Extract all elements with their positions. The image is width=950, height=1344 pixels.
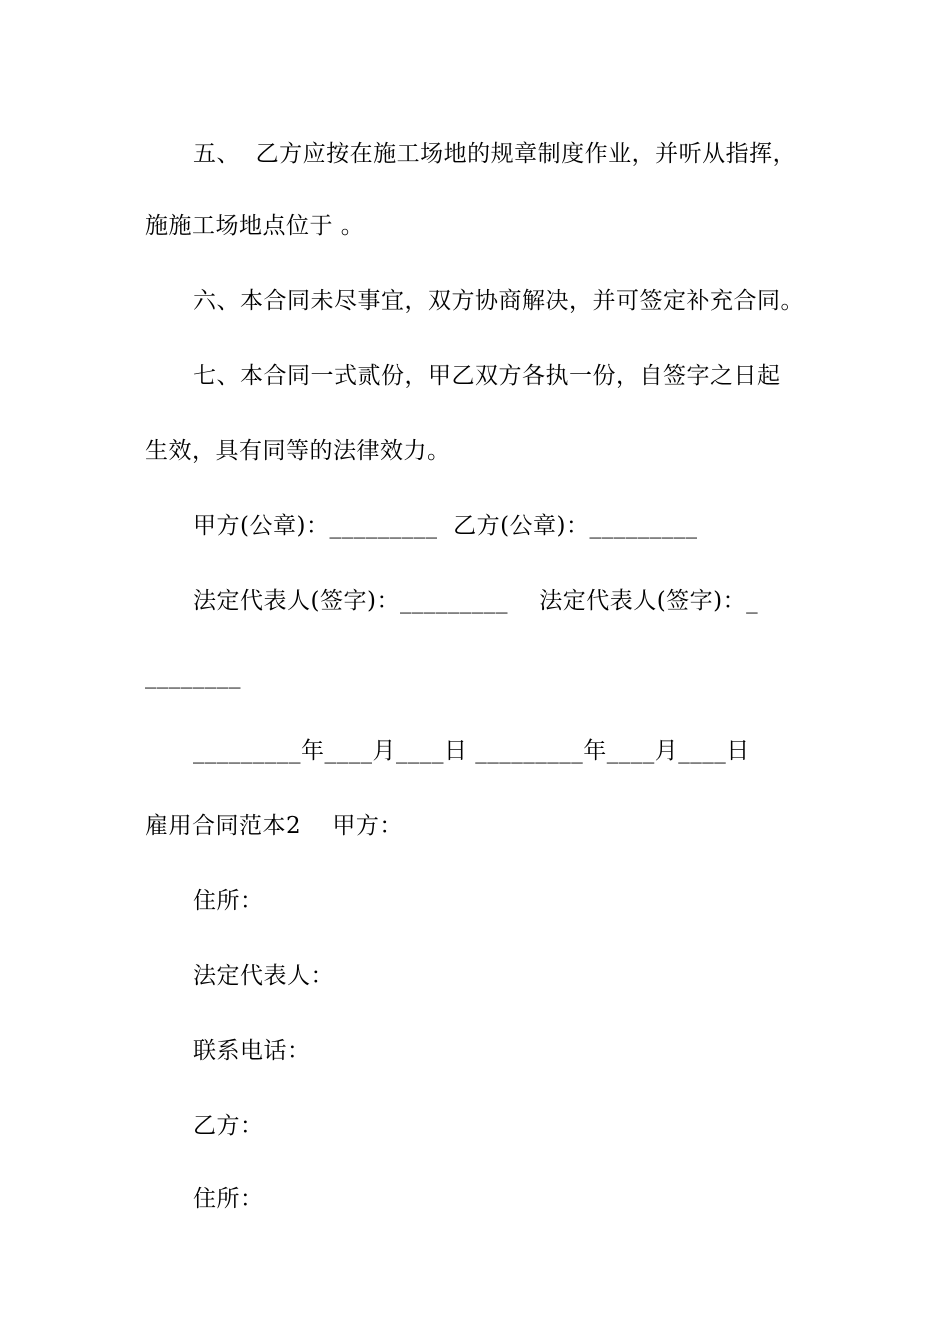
party-b-label: 乙方： — [193, 1113, 264, 1139]
contract-template-2-heading: 雇用合同范本2 甲方： — [145, 813, 403, 839]
party-a-address-label: 住所： — [193, 888, 264, 914]
seal-signature-line: 甲方(公章)：_________ 乙方(公章)：_________ — [193, 513, 698, 539]
clause-7-line-1: 七、本合同一式贰份，甲乙双方各执一份，自签字之日起 — [193, 363, 781, 389]
representative-signature-line: 法定代表人(签字)：_________ 法定代表人(签字)：_ — [193, 588, 759, 614]
clause-5-line-1: 五、 乙方应按在施工场地的规章制度作业，并听从指挥， — [193, 141, 797, 167]
party-a-representative-label: 法定代表人： — [193, 963, 334, 989]
representative-signature-continuation: ________ — [145, 663, 241, 689]
clause-5-line-2: 施施工场地点位于 。 — [145, 213, 365, 239]
clause-6: 六、本合同未尽事宜，双方协商解决，并可签定补充合同。 — [193, 288, 804, 314]
date-line: _________年____月____日 _________年____月____日 — [193, 738, 750, 764]
party-a-phone-label: 联系电话： — [193, 1038, 311, 1064]
party-b-address-label: 住所： — [193, 1186, 264, 1212]
clause-7-line-2: 生效，具有同等的法律效力。 — [145, 438, 451, 464]
